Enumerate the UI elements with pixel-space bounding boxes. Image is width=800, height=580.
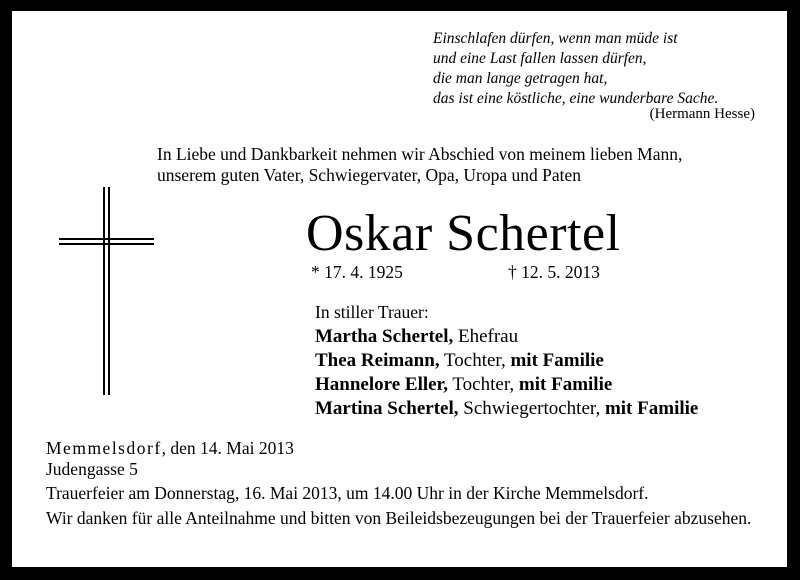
mourning-label: In stiller Trauer: (315, 302, 429, 322)
mourner-row (315, 349, 698, 373)
mourner-row (315, 325, 698, 349)
deceased-name: Oskar Schertel (306, 205, 621, 262)
city-name: Memmelsdorf (46, 438, 162, 458)
mourner-name: Martha Schertel, (315, 326, 454, 347)
mourners-list (315, 325, 698, 421)
mourner-row (315, 397, 698, 421)
mourner-family: mit Familie (510, 350, 604, 371)
mourner-relation: Schwiegertochter, (458, 398, 605, 419)
mourner-row (315, 373, 698, 397)
cross-icon (59, 187, 154, 395)
service-info: Trauerfeier am Donnerstag, 16. Mai 2013, um 14.00 Uhr in der Kirche Memmelsdorf. (46, 483, 649, 503)
notice-date: , den 14. Mai 2013 (161, 438, 294, 458)
mourner-relation: Tochter, (439, 350, 511, 371)
obituary-card (12, 11, 787, 567)
intro-line: unserem guten Vater, Schwiegervater, Opa, Uropa und Paten (157, 165, 581, 185)
poem-line: und eine Last fallen lassen dürfen, (433, 50, 647, 67)
thanks-text: Wir danken für alle Anteilnahme und bitten von Beileidsbezeugungen bei der Trauerfeier abzusehen. (46, 508, 752, 528)
mourner-family: mit Familie (604, 398, 699, 419)
mourner-relation: Ehefrau (453, 326, 519, 347)
poem-line: das ist eine köstliche, eine wunderbare Sache. (433, 90, 719, 107)
birth-date: * 17. 4. 1925 (311, 262, 403, 282)
street-address: Judengasse 5 (46, 459, 138, 479)
mourner-name: Thea Reimann, (315, 350, 440, 371)
poem-quote (433, 29, 718, 109)
mourner-relation: Tochter, (448, 374, 519, 395)
mourner-family: mit Familie (518, 374, 613, 395)
poem-author: (Hermann Hesse) (649, 106, 755, 122)
intro-text (157, 144, 682, 186)
poem-line: Einschlafen dürfen, wenn man müde ist (433, 30, 678, 47)
poem-line: die man lange getragen hat, (433, 70, 608, 87)
place-date-line (46, 438, 294, 459)
death-date: † 12. 5. 2013 (508, 262, 600, 282)
place-info (46, 438, 294, 480)
mourner-name: Hannelore Eller, (315, 374, 448, 395)
intro-line: In Liebe und Dankbarkeit nehmen wir Abschied von meinem lieben Mann, (157, 144, 683, 164)
mourner-name: Martina Schertel, (315, 398, 459, 419)
